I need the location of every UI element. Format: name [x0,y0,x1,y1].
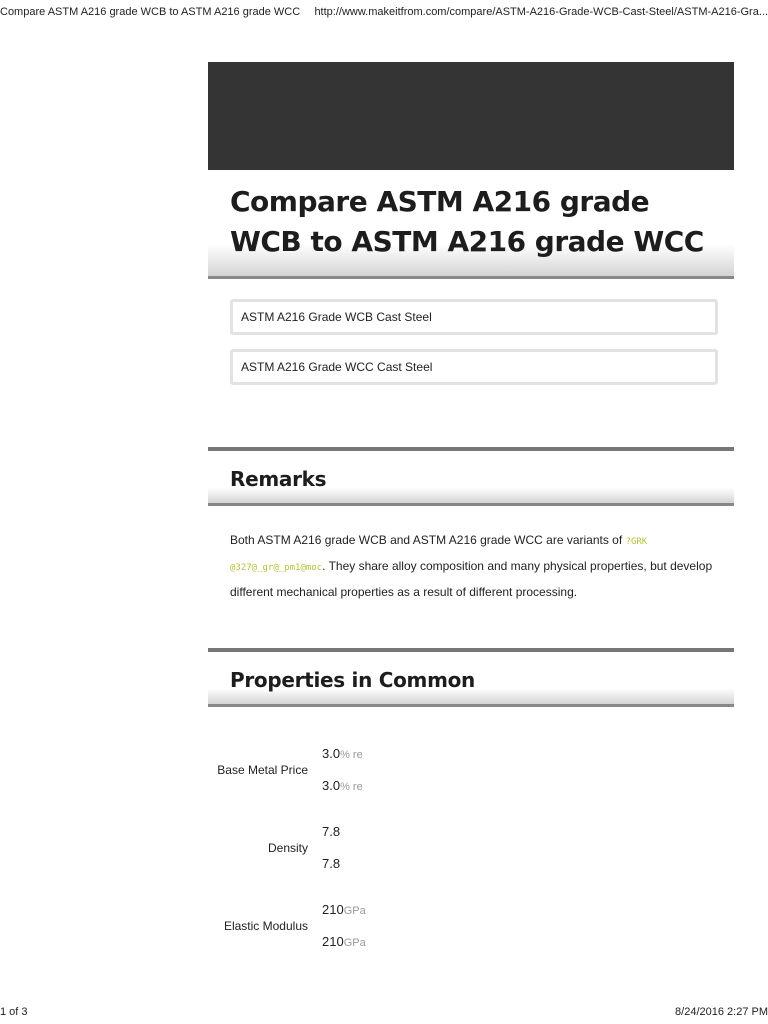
value-number: 7.8 [322,856,341,871]
print-footer-timestamp: 8/24/2016 2:27 PM [675,1006,768,1018]
value-number: 210 [322,902,344,917]
properties-header [208,648,734,707]
property-value-a [322,901,366,919]
value-number: 210 [322,934,344,949]
value-number: 3.0 [322,778,341,793]
print-header-title: Compare ASTM A216 grade WCB to ASTM A216 grade WCC [0,6,301,18]
property-row-elastic-modulus [208,887,734,965]
properties-heading: Properties in Common [230,668,475,692]
remarks-text-before: Both ASTM A216 grade WCB and ASTM A216 grade WCC are variants of [230,533,626,547]
remarks-text-after: . They share alloy composition and many physical properties, but develop different mechanical properties as a result of different processing. [230,559,713,599]
property-label: Density [267,841,308,855]
site-header-bar [208,62,734,170]
value-unit: GPa [343,937,366,949]
properties-section [208,648,734,965]
property-value-a [322,823,340,841]
property-value-a [322,745,363,763]
value-unit: % re [340,749,363,761]
value-unit: GPa [343,905,366,917]
remarks-link-code[interactable]: ?GRK @327@_gr@_pm1@moc [230,537,648,573]
property-value-b [322,933,366,951]
material-selectors [208,279,734,403]
property-label: Base Metal Price [217,763,308,777]
property-values [322,731,363,809]
property-row-density [208,809,734,887]
print-header-url: http://www.makeitfrom.com/compare/ASTM-A216-Grade-WCB-Cast-Steel/ASTM-A216-Gra... [314,6,768,18]
material-tab-wcb[interactable]: ASTM A216 Grade WCB Cast Steel [230,299,718,335]
properties-list [208,707,734,965]
property-label: Elastic Modulus [223,919,308,933]
property-value-b [322,777,363,795]
page-content [208,62,734,965]
remarks-section [208,447,734,604]
property-row-base-metal-price [208,731,734,809]
property-value-b [322,855,340,873]
property-values [322,887,366,965]
value-number: 3.0 [322,746,341,761]
value-number: 7.8 [322,824,341,839]
property-values [322,809,340,887]
value-unit: % re [340,781,363,793]
material-tab-wcc[interactable]: ASTM A216 Grade WCC Cast Steel [230,349,718,385]
remarks-header [208,447,734,506]
page-title-banner [208,170,734,279]
remarks-heading: Remarks [230,467,327,491]
print-footer-page-count: 1 of 3 [0,1006,28,1018]
remarks-text [208,506,734,604]
page-title: Compare ASTM A216 grade WCB to ASTM A216 grade WCC [230,185,704,258]
